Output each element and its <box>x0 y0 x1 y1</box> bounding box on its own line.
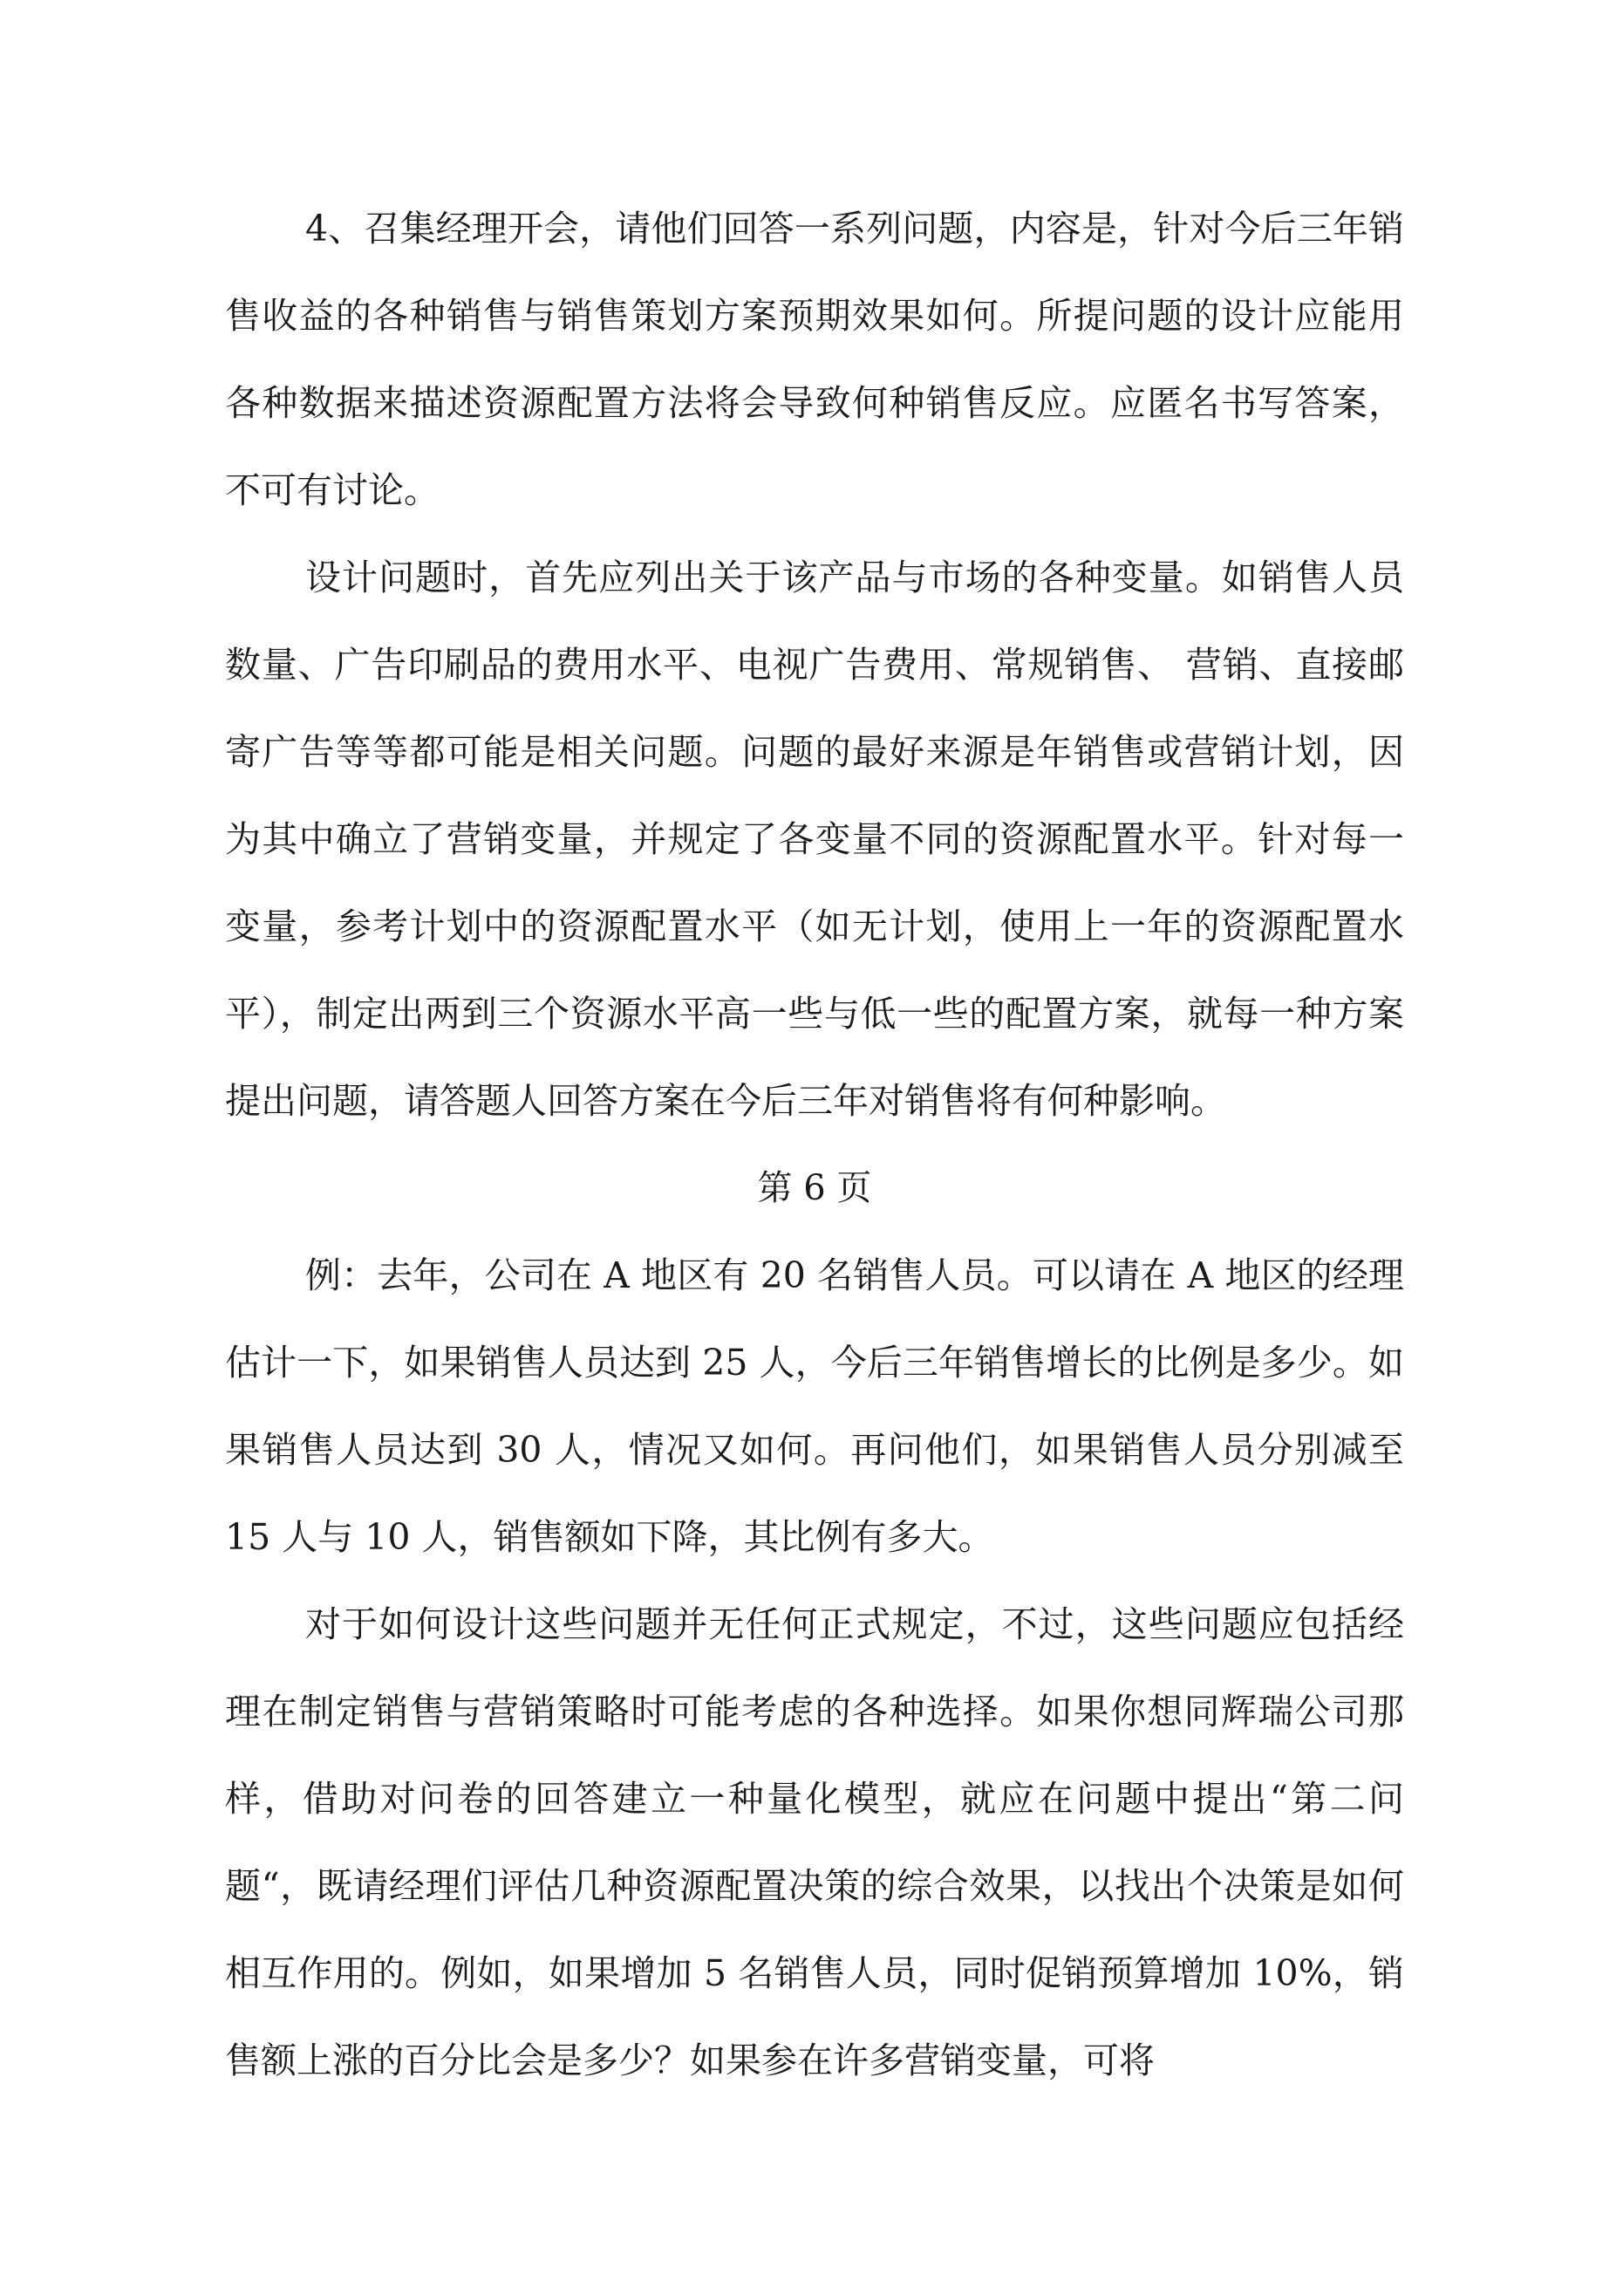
paragraph-no-formal-rules: 对于如何设计这些问题并无任何正式规定，不过，这些问题应包括经理在制定销售与营销策略时可能考虑的各种选择。如果你想同辉瑞公司那样，借助对问卷的回答建立一种量化模型，就应在问题中提出“第二问题“，既请经理们评估几种资源配置决策的综合效果，以找出个决策是如何相互作用的。例如，如果增加 5 名销售人员，同时促销预算增加 10%，销售额上涨的百分比会是多少？如果参在许多营销变量，可将 <box>225 1603 1404 2081</box>
page-number: 第 6 页 <box>757 1168 872 1208</box>
paragraph-question-design: 设计问题时，首先应列出关于该产品与市场的各种变量。如销售人员数量、广告印刷品的费用水平、电视广告费用、常规销售、 营销、直接邮寄广告等等都可能是相关问题。问题的最好来源是年销售或营销计划，因为其中确立了营销变量，并规定了各变量不同的资源配置水平。针对每一变量，参考计划中的资源配置水平（如无计划，使用上一年的资源配置水平），制定出两到三个资源水平高一些与低一些的配置方案，就每一种方案提出问题，请答题人回答方案在今后三年对销售将有何种影响。 <box>225 557 1404 1122</box>
document-page <box>225 185 1404 2104</box>
paragraph-example: 例：去年，公司在 A 地区有 20 名销售人员。可以请在 A 地区的经理估计一下，如果销售人员达到 25 人，今后三年销售增长的比例是多少。如果销售人员达到 30 人，情况又如何。再问他们，如果销售人员分别减至 15 人与 10 人，销售额如下降，其比例有多大。 <box>225 1254 1404 1558</box>
paragraph-manager-meeting: 4、召集经理开会，请他们回答一系列问题，内容是，针对今后三年销售收益的各种销售与销售策划方案预期效果如何。所提问题的设计应能用各种数据来描述资源配置方法将会导致何种销售反应。应匿名书写答案，不可有讨论。 <box>225 208 1404 511</box>
